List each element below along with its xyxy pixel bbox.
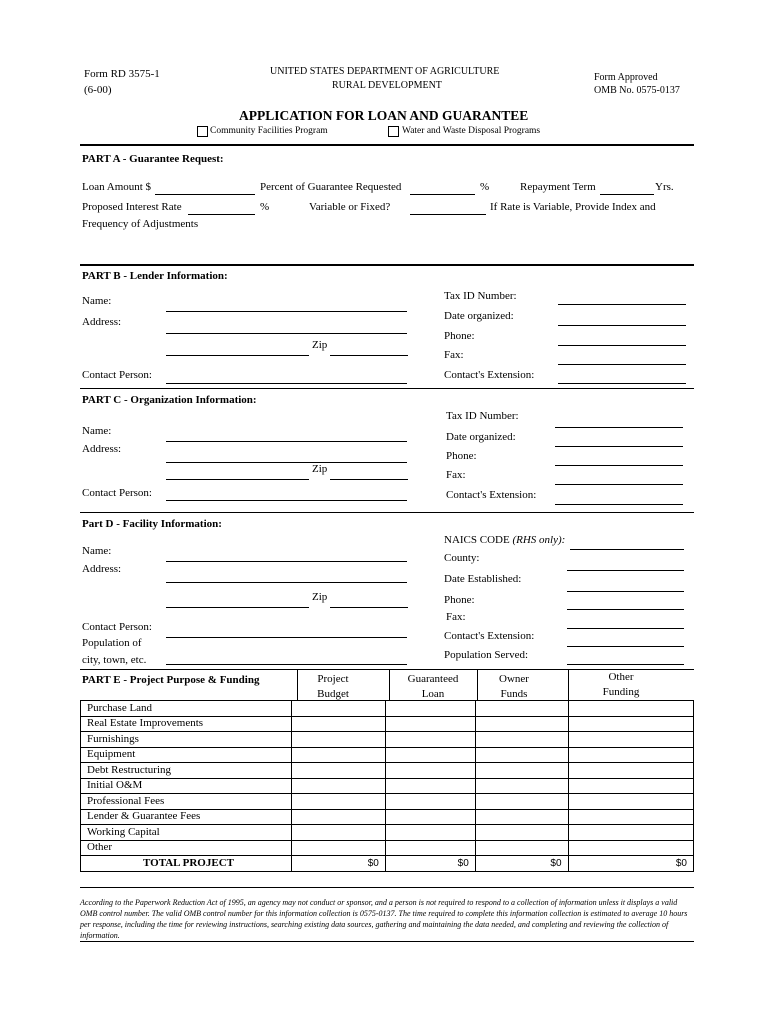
table-row: [81, 840, 694, 856]
amount-cell-other[interactable]: [568, 778, 693, 794]
amount-cell-loan[interactable]: [385, 701, 475, 717]
table-row: [81, 747, 694, 763]
lender-name-label: Name:: [82, 295, 112, 307]
lender-address-field-2[interactable]: [166, 343, 309, 356]
divider: [80, 512, 694, 513]
amount-cell-owner[interactable]: [475, 701, 568, 717]
form-number: Form RD 3575-1: [84, 68, 160, 80]
org-date-org-label: Date organized:: [446, 431, 516, 443]
lender-date-org-label: Date organized:: [444, 310, 514, 322]
col-owner-funds-line2: Funds: [500, 688, 528, 700]
variable-fixed-label: Variable or Fixed?: [309, 201, 391, 213]
amount-cell-budget[interactable]: [292, 778, 386, 794]
amount-cell-other[interactable]: [568, 716, 693, 732]
lender-zip-label: Zip: [312, 339, 328, 351]
form-date: (6-00): [84, 84, 112, 96]
amount-cell-loan[interactable]: [385, 763, 475, 779]
agency-line-2: RURAL DEVELOPMENT: [332, 80, 442, 91]
amount-cell-loan[interactable]: [385, 716, 475, 732]
org-phone-field[interactable]: [555, 453, 683, 466]
amount-cell-owner[interactable]: [475, 747, 568, 763]
divider: [80, 264, 694, 266]
amount-cell-budget[interactable]: [292, 747, 386, 763]
facility-address-field-2[interactable]: [166, 595, 309, 608]
percent-guarantee-label: Percent of Guarantee Requested: [260, 181, 402, 193]
amount-cell-loan[interactable]: [385, 825, 475, 841]
facility-contact-field[interactable]: [166, 625, 407, 638]
total-other-cell: $0: [568, 856, 693, 872]
yrs-label: Yrs.: [655, 181, 674, 193]
amount-cell-other[interactable]: [568, 701, 693, 717]
date-established-label: Date Established:: [444, 573, 522, 585]
org-extension-label: Contact's Extension:: [446, 489, 537, 501]
amount-cell-owner[interactable]: [475, 825, 568, 841]
amount-cell-loan[interactable]: [385, 778, 475, 794]
row-label: Furnishings: [81, 732, 292, 748]
total-row: [81, 856, 694, 872]
org-tax-id-label: Tax ID Number:: [446, 410, 519, 422]
org-zip-label: Zip: [312, 463, 328, 475]
table-row: [81, 716, 694, 732]
org-extension-field[interactable]: [555, 492, 683, 505]
amount-cell-owner[interactable]: [475, 716, 568, 732]
facility-fax-label: Fax:: [446, 611, 466, 623]
row-label: Real Estate Improvements: [81, 716, 292, 732]
amount-cell-other[interactable]: [568, 763, 693, 779]
org-tax-id-field[interactable]: [555, 415, 683, 428]
paperwork-notice: According to the Paperwork Reduction Act of 1995, an agency may not conduct or sponsor, and a person is not required to respond to a collection of information unless it displays a valid OMB control number. The valid OMB control number for this information collection is 0575-0137. The time required to complete this information collection is estimated to average 10 hours per response, including the time for reviewing instructions, searching existing data sources, gathering and maintaining the data needed, and completing and reviewing the collection of information.: [80, 898, 688, 940]
amount-cell-budget[interactable]: [292, 732, 386, 748]
col-other-funding-line1: Other: [608, 671, 634, 683]
percent-sign-2: %: [260, 201, 270, 213]
percent-sign: %: [480, 181, 490, 193]
org-contact-label: Contact Person:: [82, 487, 152, 499]
amount-cell-owner[interactable]: [475, 732, 568, 748]
naics-label: [444, 534, 565, 546]
amount-cell-other[interactable]: [568, 747, 693, 763]
agency-line-1: UNITED STATES DEPARTMENT OF AGRICULTURE: [270, 66, 500, 77]
county-field[interactable]: [567, 558, 684, 571]
table-row: [81, 732, 694, 748]
amount-cell-budget[interactable]: [292, 809, 386, 825]
lender-extension-field[interactable]: [558, 371, 686, 384]
lender-zip-field[interactable]: [330, 343, 408, 356]
lender-address-label: Address:: [82, 316, 122, 328]
org-name-label: Name:: [82, 425, 112, 437]
date-established-field[interactable]: [567, 579, 684, 592]
water-waste-label: Water and Waste Disposal Programs: [402, 126, 541, 136]
naics-code-text: NAICS CODE: [444, 534, 510, 546]
amount-cell-owner[interactable]: [475, 840, 568, 856]
facility-name-label: Name:: [82, 545, 112, 557]
table-row: [81, 763, 694, 779]
amount-cell-owner[interactable]: [475, 809, 568, 825]
lender-address-field-1[interactable]: [166, 321, 407, 334]
org-zip-field[interactable]: [330, 467, 408, 480]
org-phone-label: Phone:: [446, 450, 477, 462]
col-other-funding-line2: Funding: [602, 686, 640, 698]
amount-cell-budget[interactable]: [292, 701, 386, 717]
lender-contact-field[interactable]: [166, 371, 407, 384]
repayment-term-label: Repayment Term: [520, 181, 596, 193]
part-c-heading: PART C - Organization Information:: [82, 394, 257, 406]
row-label: Other: [81, 840, 292, 856]
table-row: [81, 809, 694, 825]
amount-cell-budget[interactable]: [292, 840, 386, 856]
facility-extension-field[interactable]: [567, 634, 684, 647]
frequency-label: Frequency of Adjustments: [82, 218, 199, 230]
facility-phone-label: Phone:: [444, 594, 475, 606]
row-label: Purchase Land: [81, 701, 292, 717]
amount-cell-loan[interactable]: [385, 794, 475, 810]
table-row: [81, 701, 694, 717]
naics-field[interactable]: [570, 537, 684, 550]
approval-line-1: Form Approved: [594, 72, 658, 83]
col-project-budget-line2: Budget: [317, 688, 349, 700]
lender-date-org-field[interactable]: [558, 313, 686, 326]
facility-phone-field[interactable]: [567, 597, 684, 610]
loan-amount-label: Loan Amount $: [82, 181, 152, 193]
col-guaranteed-loan: [392, 672, 474, 702]
facility-fax-field[interactable]: [567, 616, 684, 629]
amount-cell-budget[interactable]: [292, 716, 386, 732]
lender-tax-id-label: Tax ID Number:: [444, 290, 517, 302]
amount-cell-loan[interactable]: [385, 732, 475, 748]
part-a-heading: PART A - Guarantee Request:: [82, 153, 224, 165]
org-address-field-1[interactable]: [166, 450, 407, 463]
population-label-1: Population of: [82, 637, 142, 649]
amount-cell-owner[interactable]: [475, 778, 568, 794]
col-divider: [389, 670, 390, 700]
amount-cell-other[interactable]: [568, 825, 693, 841]
row-label: Working Capital: [81, 825, 292, 841]
total-owner-cell: $0: [475, 856, 568, 872]
amount-cell-budget[interactable]: [292, 794, 386, 810]
amount-cell-loan[interactable]: [385, 747, 475, 763]
amount-cell-budget[interactable]: [292, 763, 386, 779]
col-guaranteed-loan-line2: Loan: [421, 688, 445, 700]
row-label: Equipment: [81, 747, 292, 763]
divider: [80, 388, 694, 389]
col-project-budget: [300, 672, 366, 702]
amount-cell-other[interactable]: [568, 840, 693, 856]
col-guaranteed-loan-line1: Guaranteed: [407, 673, 459, 685]
part-e-heading: PART E - Project Purpose & Funding: [82, 674, 260, 686]
amount-cell-owner[interactable]: [475, 763, 568, 779]
interest-rate-field[interactable]: [188, 202, 255, 215]
facility-extension-label: Contact's Extension:: [444, 630, 535, 642]
col-project-budget-line1: Project: [317, 673, 349, 685]
lender-name-field[interactable]: [166, 299, 407, 312]
lender-tax-id-field[interactable]: [558, 292, 686, 305]
divider: [80, 144, 694, 146]
percent-guarantee-field[interactable]: [410, 182, 475, 195]
facility-zip-label: Zip: [312, 591, 328, 603]
total-loan-cell: $0: [385, 856, 475, 872]
form-title: APPLICATION FOR LOAN AND GUARANTEE: [239, 108, 529, 123]
table-row: [81, 825, 694, 841]
facility-address-field-1[interactable]: [166, 570, 407, 583]
facility-zip-field[interactable]: [330, 595, 408, 608]
rate-variable-label: If Rate is Variable, Provide Index and: [490, 201, 656, 213]
facility-name-field[interactable]: [166, 549, 407, 562]
col-owner-funds: [478, 672, 550, 702]
org-fax-field[interactable]: [555, 472, 683, 485]
loan-amount-field[interactable]: [155, 182, 255, 195]
org-address-label: Address:: [82, 443, 122, 455]
funding-table: [80, 700, 694, 872]
population-served-field[interactable]: [567, 652, 684, 665]
community-facilities-label: Community Facilities Program: [210, 126, 328, 136]
amount-cell-other[interactable]: [568, 794, 693, 810]
col-owner-funds-line1: Owner: [499, 673, 529, 685]
part-d-heading: Part D - Facility Information:: [82, 518, 222, 530]
approval-line-2: OMB No. 0575-0137: [594, 85, 680, 96]
county-label: County:: [444, 552, 480, 564]
lender-phone-field[interactable]: [558, 333, 686, 346]
divider: [80, 941, 694, 942]
population-served-label: Population Served:: [444, 649, 529, 661]
org-address-field-2[interactable]: [166, 467, 309, 480]
lender-extension-label: Contact's Extension:: [444, 369, 535, 381]
amount-cell-other[interactable]: [568, 809, 693, 825]
col-other-funding: [580, 670, 662, 700]
row-label: Lender & Guarantee Fees: [81, 809, 292, 825]
divider: [80, 887, 694, 888]
community-facilities-checkbox[interactable]: [197, 126, 208, 137]
facility-contact-label: Contact Person:: [82, 621, 152, 633]
lender-contact-label: Contact Person:: [82, 369, 152, 381]
water-waste-checkbox[interactable]: [388, 126, 399, 137]
amount-cell-loan[interactable]: [385, 840, 475, 856]
amount-cell-budget[interactable]: [292, 825, 386, 841]
amount-cell-owner[interactable]: [475, 794, 568, 810]
variable-fixed-field[interactable]: [410, 202, 486, 215]
total-label: TOTAL PROJECT: [81, 856, 292, 872]
row-label: Professional Fees: [81, 794, 292, 810]
org-name-field[interactable]: [166, 429, 407, 442]
part-b-heading: PART B - Lender Information:: [82, 270, 228, 282]
org-fax-label: Fax:: [446, 469, 466, 481]
org-date-org-field[interactable]: [555, 434, 683, 447]
total-budget-cell: $0: [292, 856, 386, 872]
lender-fax-label: Fax:: [444, 349, 464, 361]
facility-address-label: Address:: [82, 563, 122, 575]
row-label: Initial O&M: [81, 778, 292, 794]
org-contact-field[interactable]: [166, 488, 407, 501]
interest-rate-label: Proposed Interest Rate: [82, 201, 182, 213]
row-label: Debt Restructuring: [81, 763, 292, 779]
table-row: [81, 794, 694, 810]
col-divider: [568, 670, 569, 700]
lender-phone-label: Phone:: [444, 330, 475, 342]
amount-cell-loan[interactable]: [385, 809, 475, 825]
repayment-term-field[interactable]: [600, 182, 654, 195]
col-divider: [297, 670, 298, 700]
amount-cell-other[interactable]: [568, 732, 693, 748]
population-field[interactable]: [166, 652, 407, 665]
table-row: [81, 778, 694, 794]
col-divider: [477, 670, 478, 700]
naics-note-text: (RHS only):: [512, 534, 566, 546]
lender-fax-field[interactable]: [558, 352, 686, 365]
population-label-2: city, town, etc.: [82, 654, 147, 666]
